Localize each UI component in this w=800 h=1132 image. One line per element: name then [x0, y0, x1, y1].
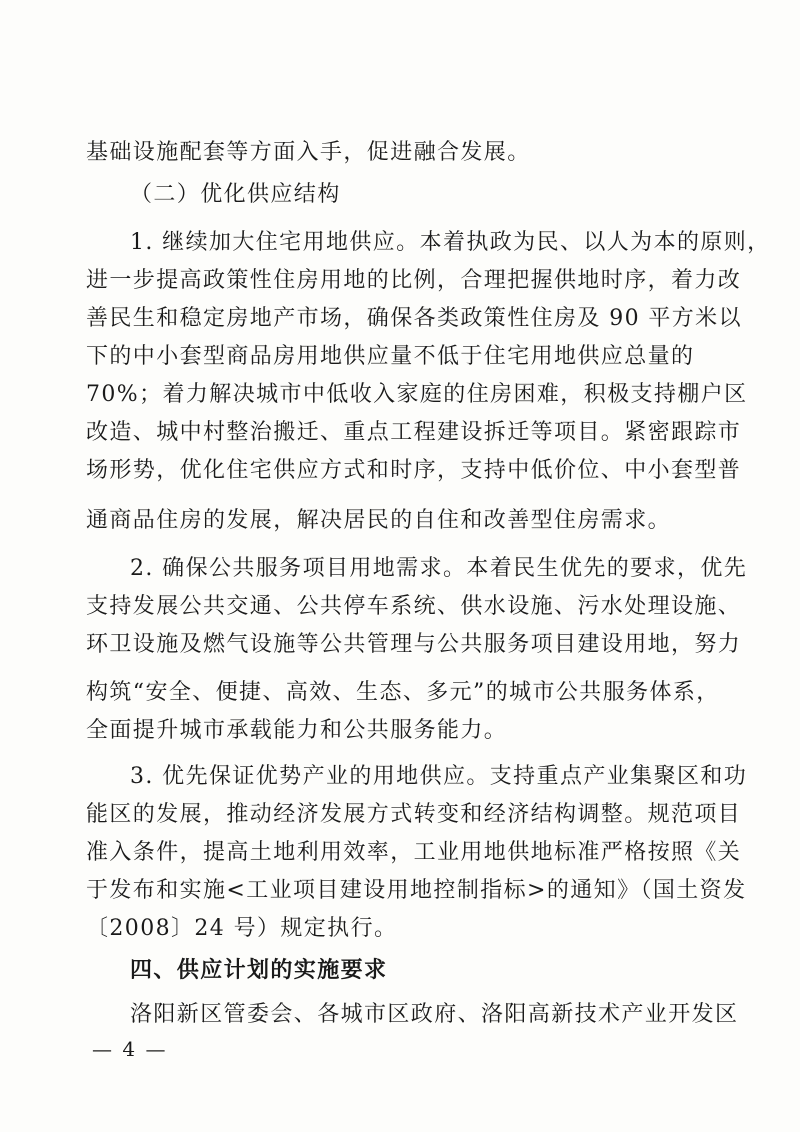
text-line: 70%；着力解决城市中低收入家庭的住房困难，积极支持棚户区 — [86, 382, 748, 407]
text-line: 构筑“安全、便捷、高效、生态、多元”的城市公共服务体系， — [86, 680, 720, 705]
text-line: 支持发展公共交通、公共停车系统、供水设施、污水处理设施、 — [86, 594, 742, 619]
section-heading: 四、供应计划的实施要求 — [130, 958, 388, 983]
text-line: 环卫设施及燃气设施等公共管理与公共服务项目建设用地，努力 — [86, 632, 742, 657]
text-line: 全面提升城市承载能力和公共服务能力。 — [86, 718, 508, 743]
text-line: 改造、城中村整治搬迁、重点工程建设拆迁等项目。紧密跟踪市 — [86, 420, 742, 445]
text-line: 准入条件，提高土地利用效率，工业用地供地标准严格按照《关 — [86, 840, 742, 865]
text-line: 3. 优先保证优势产业的用地供应。支持重点产业集聚区和功 — [130, 764, 748, 789]
text-line: 基础设施配套等方面入手，促进融合发展。 — [86, 140, 531, 165]
text-line: 〔2008〕24 号）规定执行。 — [86, 916, 398, 941]
text-line: 场形势，优化住宅供应方式和时序，支持中低价位、中小套型普 — [86, 458, 742, 483]
text-line: 通商品住房的发展，解决居民的自住和改善型住房需求。 — [86, 508, 672, 533]
text-line: 进一步提高政策性住房用地的比例，合理把握供地时序，着力改 — [86, 268, 742, 293]
text-line: 能区的发展，推动经济发展方式转变和经济结构调整。规范项目 — [86, 802, 742, 827]
section-heading: （二）优化供应结构 — [130, 182, 341, 207]
text-line: 于发布和实施<工业项目建设用地控制指标>的通知》（国土资发 — [86, 878, 747, 903]
text-line: 善民生和稳定房地产市场，确保各类政策性住房及 90 平方米以 — [86, 306, 742, 331]
text-line: 2. 确保公共服务项目用地需求。本着民生优先的要求，优先 — [130, 556, 748, 581]
text-line: 下的中小套型商品房用地供应量不低于住宅用地供应总量的 — [86, 344, 695, 369]
page-number: — 4 — — [92, 1037, 168, 1061]
text-line: 1. 继续加大住宅用地供应。本着执政为民、以人为本的原则， — [130, 230, 771, 255]
text-line: 洛阳新区管委会、各城市区政府、洛阳高新技术产业开发区 — [130, 1002, 739, 1027]
